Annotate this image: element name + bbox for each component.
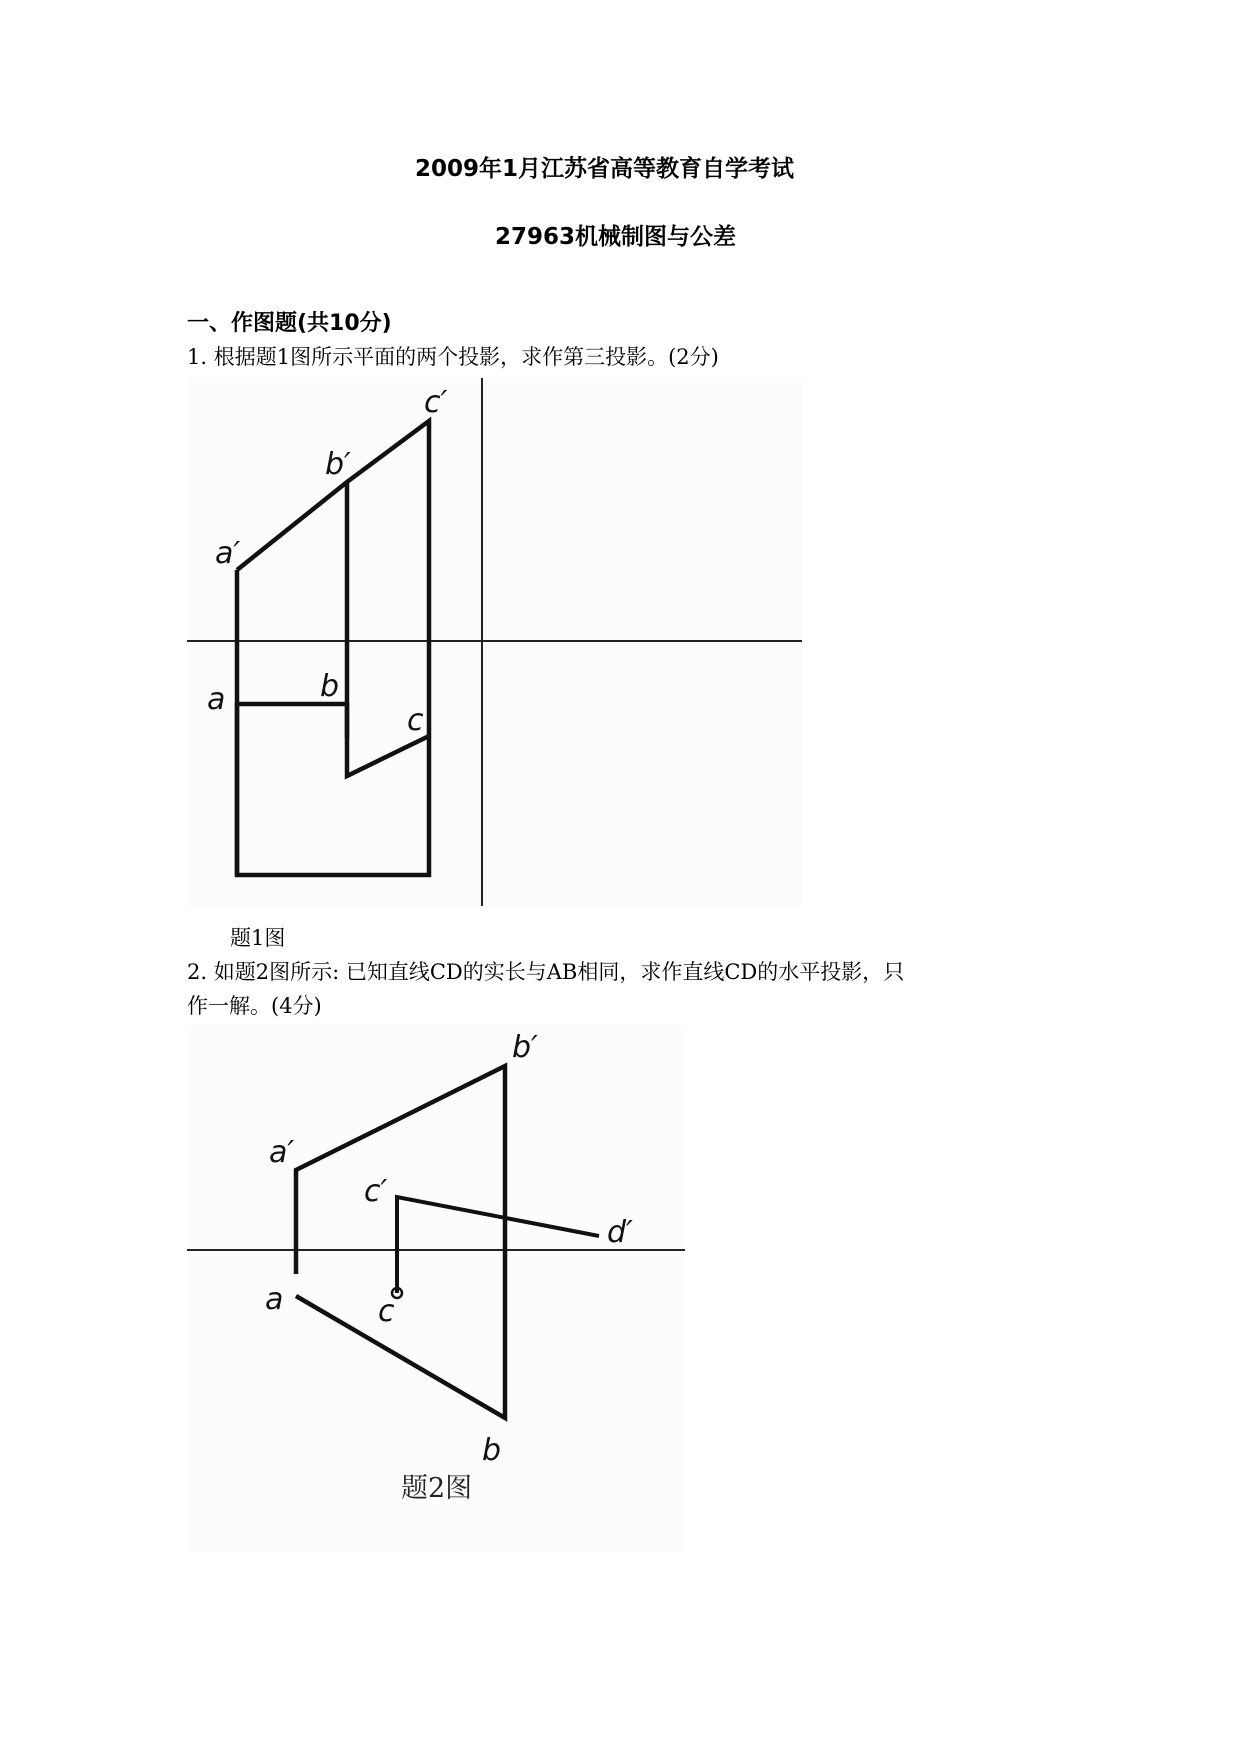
figure-2-caption: 题2图 bbox=[401, 1473, 473, 1504]
label-a: a bbox=[265, 1282, 284, 1317]
figure-1-drawing bbox=[187, 378, 802, 906]
label-b: b bbox=[482, 1433, 502, 1468]
document-subtitle: 27963机械制图与公差 bbox=[495, 224, 737, 250]
question-1-text: 1. 根据题1图所示平面的两个投影，求作第三投影。(2分) bbox=[187, 345, 719, 369]
label-c: c bbox=[407, 703, 424, 738]
label-b: b bbox=[320, 669, 340, 704]
label-c: c bbox=[378, 1294, 395, 1329]
front-view-ab bbox=[296, 1066, 505, 1418]
front-view-cd bbox=[397, 1197, 599, 1293]
label-a-prime: a′ bbox=[269, 1135, 295, 1170]
label-a: a bbox=[207, 682, 226, 717]
label-a-prime: a′ bbox=[215, 536, 241, 571]
question-2-text-line2: 作一解。(4分) bbox=[187, 994, 322, 1018]
front-view-polygon bbox=[237, 421, 429, 875]
question-2-text-line1: 2. 如题2图所示: 已知直线CD的实长与AB相同，求作直线CD的水平投影，只 bbox=[187, 960, 905, 984]
label-c-prime: c′ bbox=[424, 385, 448, 420]
document-title: 2009年1月江苏省高等教育自学考试 bbox=[415, 156, 795, 182]
label-c-prime: c′ bbox=[364, 1174, 388, 1209]
label-d-prime: d′ bbox=[607, 1215, 633, 1250]
figure-1 bbox=[187, 378, 802, 906]
figure-1-caption: 题1图 bbox=[230, 926, 286, 950]
label-b-prime: b′ bbox=[325, 447, 351, 482]
label-b-prime: b′ bbox=[512, 1030, 538, 1065]
figure-2-drawing bbox=[187, 1025, 685, 1552]
figure-2 bbox=[187, 1025, 685, 1552]
top-view-polygon bbox=[237, 704, 429, 875]
section-heading: 一、作图题(共10分) bbox=[187, 311, 392, 336]
